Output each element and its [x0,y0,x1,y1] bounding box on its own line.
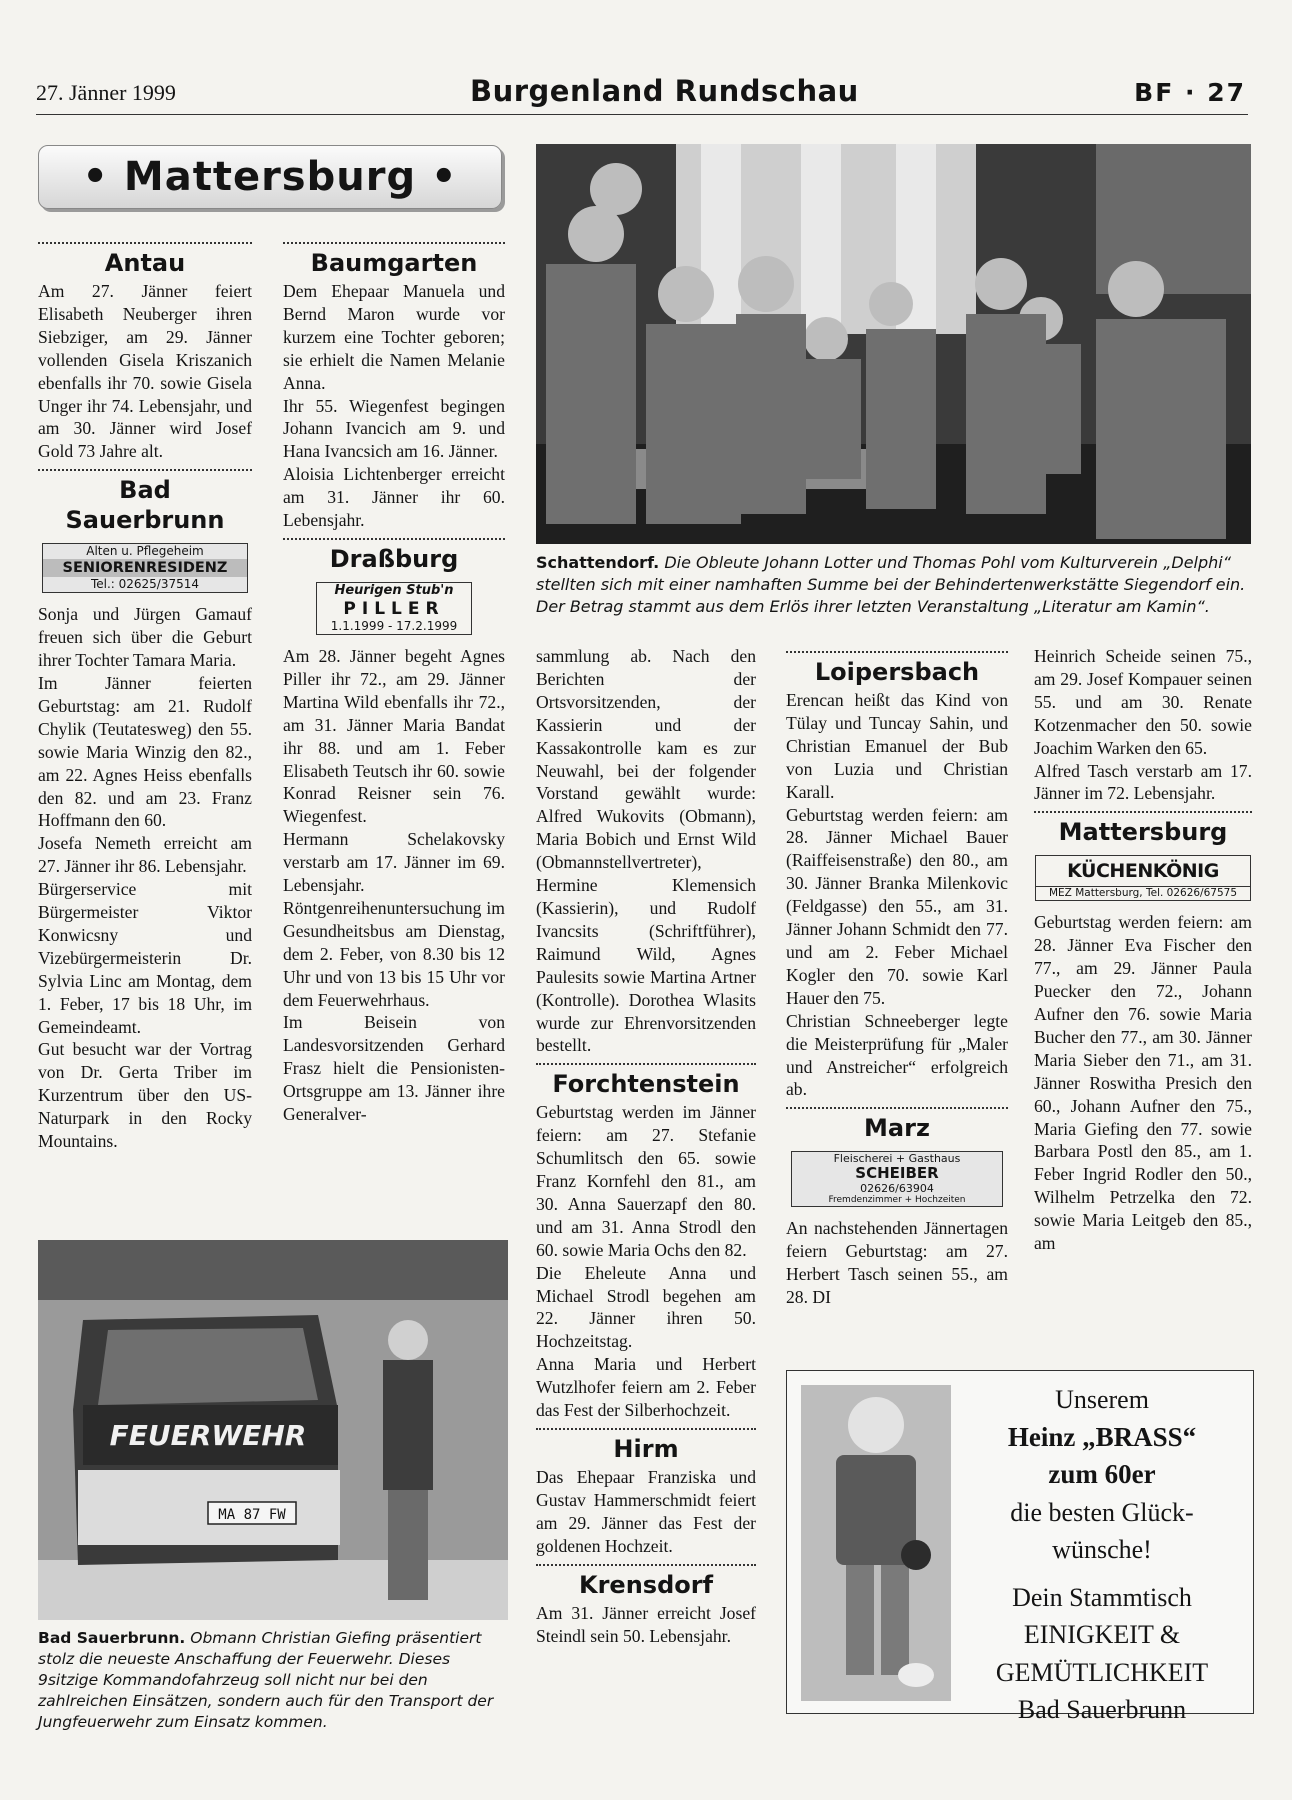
paragraph: Am 31. Jänner erreicht Josef Steindl sein 50. Lebensjahr. [536,1602,756,1646]
paragraph: Anna Maria und Herbert Wutzlhofer feiern am 2. Feber das Fest der Silberhochzeit. [536,1354,756,1421]
caption-place: Schattendorf. [536,553,660,572]
photo-caption-feuerwehr [38,1628,508,1733]
paragraph: Sonja und Jürgen Gamauf freuen sich über die Geburt ihrer Tochter Tamara Maria. [38,604,252,671]
divider [536,1564,756,1566]
caption-text: Die Obleute Johann Lotter und Thomas Pohl vom Kulturverein „Delphi“ stellten sich mit einer namhaften Summe bei der Behindertenwerkstätte Siegendorf ein. Der Betrag stammt aus dem Erlös ihrer letzten Veranstaltung „Literatur am Kamin“. [536,553,1246,616]
column-1 [38,236,252,1153]
greeting-line: Bad Sauerbrunn [1017,1695,1187,1724]
newspaper-title: Burgenland Rundschau [470,74,859,108]
child-photo [801,1385,951,1701]
photo-schattendorf [536,144,1251,544]
truck-lettering: FEUERWEHR [109,1419,307,1452]
heading-bad-sauerbrunn: Bad Sauerbrunn [65,476,225,535]
issue-date: 27. Jänner 1999 [36,80,176,105]
ad-brand: PILLER [343,598,445,619]
greeting-line: Unserem [1055,1385,1149,1414]
ad-line: 1.1.1999 - 17.2.1999 [330,618,458,633]
paragraph: Christian Schneeberger legte die Meisterprüfung für „Maler und Anstreicher“ erfolgreich ab. [786,1010,1008,1100]
divider [38,242,252,244]
divider [536,1428,756,1430]
fire-truck-image [38,1240,508,1620]
heading-antau: Antau [104,249,186,277]
paragraph: Im Beisein von Landesvorsitzenden Gerhard Frasz hielt die Pensionisten-Ortsgruppe am 13. Jänner ihre Generalver- [283,1012,505,1125]
paragraph: Geburtstag werden feiern: am 28. Jänner Eva Fischer den 77., am 29. Jänner Paula Puecker den 72., Johann Aufner den 76. sowie Maria Bucher den 77., am 30. Jänner Maria Sieber den 71., am 31. Jänner Roswitha Presich den 60., Johann Aufner den 75., Maria Giefing den 77. sowie Barbara Postl den 85., am 1. Feber Ingrid Rodler den 50., Wilhelm Petrzelka den 72. sowie Maria Leitgeb den 85., am [1034,912,1252,1254]
divider [786,651,1008,653]
heading-krensdorf: Krensdorf [578,1570,714,1599]
paragraph: Hermann Schelakovsky verstarb am 17. Jänner im 69. Lebensjahr. [283,829,505,896]
article-antau: Am 27. Jänner feiert Elisabeth Neuberger ihren Siebziger, am 29. Jänner vollenden Gisela Kriszanich ebenfalls ihr 70. sowie Gisela Unger ihr 74. Lebensjahr, und am 30. Jänner wird Josef Gold 73 Jahre alt. [38,281,252,462]
group-photo-image [536,144,1251,544]
paragraph: Geburtstag werden feiern: am 28. Jänner Michael Bauer (Raiffeisenstraße) den 80., am 30. Jänner Branka Milenkovic (Feldgasse) den 55., am 31. Jänner Johann Schmidt den 77. und am 2. Feber Michael Kogler den 70. sowie Karl Hauer den 75. [786,804,1008,1008]
paragraph: Erencan heißt das Kind von Tülay und Tuncay Sahin, und Christian Emanuel der Bub von Luzia und Christian Karall. [786,690,1008,802]
license-plate: MA 87 FW [218,1507,286,1523]
greeting-line: zum 60er [1048,1459,1156,1489]
caption-place: Bad Sauerbrunn. [38,1629,186,1647]
greeting-ad [786,1370,1254,1724]
paragraph: Die Eheleute Anna und Michael Strodl begehen am 22. Jänner ihren 50. Hochzeitstag. [536,1262,756,1352]
paragraph: Dem Ehepaar Manuela und Bernd Maron wurde vor kurzem eine Tochter geboren; sie erhielt die Namen Melanie Anna. [283,281,505,393]
paragraph: Röntgenreihenuntersuchung im Gesundheitsbus am Dienstag, dem 2. Feber, von 8.30 bis 12 Uhr und von 13 bis 15 Uhr vor dem Feuerwehrhaus. [283,897,505,1010]
ad-seniorenresidenz [42,543,248,593]
divider [283,538,505,540]
paragraph: sammlung ab. Nach den Berichten der Ortsvorsitzenden, der Kassierin und der Kassakontrolle kam es zur Neuwahl, bei der folgender Vorstand gewählt wurde: Alfred Wukovits (Obmann), Maria Bobich und Ernst Wild (Obmannstellvertreter), Hermine Klemensich (Kassierin), und Rudolf Ivancsits (Schriftführer), Raimund Wild, Agnes Paulesits sowie Martina Artner (Kontrolle). Dorothea Wlasits wurde zur Ehrenvorsitzenden bestellt. [536,646,756,1056]
heading-hirm: Hirm [613,1435,679,1463]
caption-text: Obmann Christian Giefing präsentiert stolz die neueste Anschaffung der Feuerwehr. Dieses 9sitzige Kommandofahrzeug soll nicht nur bei den zahlreichen Einsätzen, sondern auch für den Transport der Jungfeuerwehr zum Einsatz kommen. [38,1629,494,1731]
ad-heurigen-piller [316,582,472,635]
heading-mattersburg: Mattersburg [1058,818,1228,847]
heading-baumgarten: Baumgarten [310,249,478,277]
greeting-line: die besten Glück- [1010,1497,1194,1527]
ad-line: Fleischerei + Gasthaus [833,1152,961,1166]
divider [38,469,252,471]
header-rule [36,114,1248,115]
photo-feuerwehr [38,1240,508,1620]
paragraph: Das Ehepaar Franziska und Gustav Hammerschmidt feiert am 29. Jänner das Fest der goldenen Hochzeit. [536,1467,756,1556]
greeting-line: EINIGKEIT & [1023,1620,1181,1649]
greeting-line: Dein Stammtisch [1012,1582,1192,1612]
ad-scheiber [791,1151,1003,1207]
paragraph: Heinrich Scheide seinen 75., am 29. Josef Kompauer seinen 55. und am 30. Renate Kotzenmacher den 50. sowie Joachim Warken den 65. [1034,646,1252,758]
divider [536,1063,756,1065]
paragraph: Geburtstag werden im Jänner feiern: am 27. Stefanie Schumlitsch den 65. sowie Franz Kornfehl den 81., am 30. Anna Sauerzapf den 80. und am 31. Anna Strodl den 60. sowie Maria Ochs den 82. [536,1102,756,1260]
paragraph: Bürgerservice mit Bürgermeister Viktor Konwicsny und Vizebürgermeisterin Dr. Sylvia Linc am Montag, dem 1. Feber, 17 bis 18 Uhr, im Gemeindeamt. [38,879,252,1037]
heading-drassburg: Draßburg [329,544,459,573]
column-4 [786,645,1008,1309]
heading-loipersbach: Loipersbach [814,658,980,686]
ad-line: Alten u. Pflegeheim [86,544,204,559]
paragraph: Alfred Tasch verstarb am 17. Jänner im 72. Lebensjahr. [1034,760,1252,804]
ad-brand: SENIORENRESIDENZ [43,559,247,577]
divider [1034,811,1252,813]
ad-line: Tel.: 02625/37514 [90,577,200,592]
column-3 [536,645,756,1647]
ad-line: Fremdenzimmer + Hochzeiten [828,1195,966,1206]
paragraph: Ihr 55. Wiegenfest begingen Johann Ivancich am 9. und Hana Ivancsich am 16. Jänner. [283,395,505,462]
paragraph: Josefa Nemeth erreicht am 27. Jänner ihr 86. Lebensjahr. [38,833,252,877]
paragraph: Im Jänner feierten Geburtstag: am 21. Rudolf Chylik (Teutatesweg) den 55. sowie Maria Winzig den 82., am 22. Agnes Heiss ebenfalls den 82. und am 23. Franz Hoffmann den 60. [38,672,252,831]
page-number: BF · 27 [1134,78,1246,107]
greeting-line: wünsche! [1052,1535,1152,1564]
column-2 [283,236,505,1126]
greeting-text [957,1381,1247,1729]
section-banner [38,145,502,209]
paragraph: Aloisia Lichtenberger erreicht am 31. Jänner ihr 60. Lebensjahr. [283,464,505,531]
divider [786,1107,1008,1109]
ad-brand: SCHEIBER [855,1164,939,1183]
heading-marz: Marz [864,1114,930,1143]
ad-brand: KÜCHENKÖNIG [1067,860,1219,883]
greeting-line: GEMÜTLICHKEIT [995,1657,1209,1687]
ad-kuechenkoenig [1035,855,1251,901]
divider [283,242,505,244]
section-title: • Mattersburg • [82,154,458,200]
paragraph: Am 28. Jänner begeht Agnes Piller ihr 72., am 29. Jänner Martina Wild ebenfalls ihr 72., am 31. Jänner Maria Bandat ihr 88. und am 1. Feber Elisabeth Teutsch ihr 60. sowie Konrad Reisner sein 76. Wiegenfest. [283,645,505,827]
column-5 [1034,645,1252,1255]
ad-line: 02626/63904 [860,1182,934,1196]
ad-line: Heurigen Stub'n [334,582,454,598]
photo-caption-schattendorf [536,552,1251,618]
paragraph: Gut besucht war der Vortrag von Dr. Gerta Triber im Kurzentrum über den US-Naturpark in den Rocky Mountains. [38,1039,252,1152]
ad-line: MEZ Mattersburg, Tel. 02626/67575 [1036,886,1250,900]
greeting-name: Heinz „BRASS“ [1007,1421,1197,1452]
paragraph: An nachstehenden Jännertagen feiern Geburtstag: am 27. Herbert Tasch seinen 55., am 28. DI [786,1218,1008,1308]
heading-forchtenstein: Forchtenstein [552,1070,740,1099]
